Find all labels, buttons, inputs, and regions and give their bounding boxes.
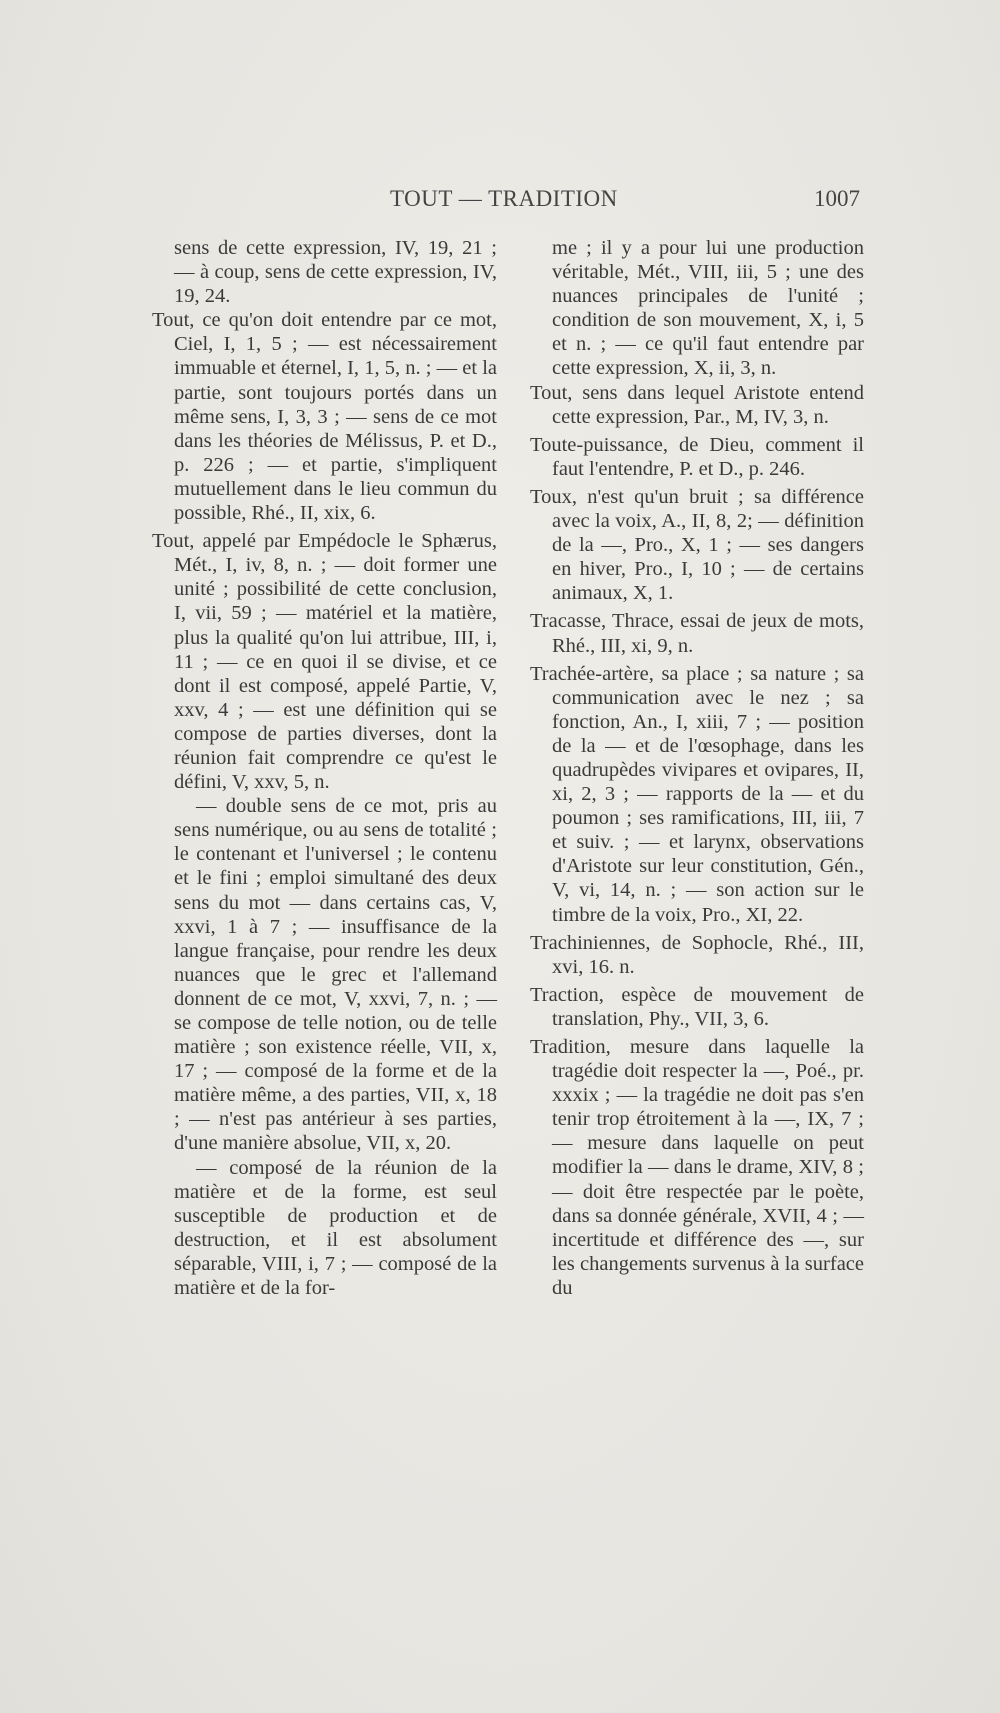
left-column [152, 236, 497, 1300]
index-entry-continued: me ; il y a pour lui une production véritable, Mét., VIII, iii, 5 ; une des nuances principales de l'unité ; condition de son mouvement, X, i, 5 et n. ; — ce qu'il faut entendre par cette expression, X, ii, 3, n. [552, 237, 864, 380]
right-column [530, 236, 864, 1300]
index-entry-tout-1: Tout, ce qu'on doit entendre par ce mot, Ciel, I, 1, 5 ; — est nécessairement immuable et éternel, I, 1, 5, n. ; — et la partie, sont toujours portés dans un même sens, I, 3, 3 ; — sens de ce mot dans les théories de Mélissus, P. et D., p. 226 ; — et partie, s'impliquent mutuellement dans le lieu commun du possible, Rhé., II, xix, 6. [152, 309, 497, 525]
index-entry-tracasse: Tracasse, Thrace, essai de jeux de mots, Rhé., III, xi, 9, n. [530, 610, 864, 657]
index-entry-tout-2-cont-a: — double sens de ce mot, pris au sens numérique, ou au sens de totalité ; le contenant et l'universel ; le contenu et le fini ; emploi simultané des deux sens du mot — dans certains cas, V, xxvi, 1 à 7 ; — insuffisance de la langue française, pour rendre les deux nuances que le grec et l'allemand donnent de ce mot, V, xxvi, 7, n. ; — se compose de telle notion, ou de telle matière ; son existence réelle, VII, x, 17 ; — composé de la forme et de la matière même, a des parties, VII, x, 18 ; — n'est pas antérieur à ses parties, d'une manière absolue, VII, x, 20. [174, 795, 497, 1155]
index-entry-tradition: Tradition, mesure dans laquelle la tragédie doit respecter la —, Poé., pr. xxxix ; — la tragédie ne doit pas s'en tenir trop étroitement à la —, IX, 7 ; — mesure dans laquelle on peut modifier la — dans le drame, XIV, 8 ; — doit être respectée par le poète, dans sa donnée générale, XVII, 4 ; — incertitude et différence des —, sur les changements survenus à la surface du [530, 1036, 864, 1299]
index-entry-tout-3: Tout, sens dans lequel Aristote entend cette expression, Par., M, IV, 3, n. [530, 381, 864, 428]
index-entry-trachee-artere: Trachée-artère, sa place ; sa nature ; sa communication avec le nez ; sa fonction, An., I, xiii, 7 ; — position de la — et de l'œsophage, dans les quadrupèdes vivipares et ovipares, II, xi, 2, 3 ; — rapports de la — et du poumon ; ses ramifications, III, iii, 7 et suiv. ; — et larynx, observations d'Aristote sur leur constitution, Gén., V, vi, 14, n. ; — son action sur le timbre de la voix, Pro., XI, 22. [530, 662, 864, 926]
page-number: 1007 [814, 186, 860, 211]
index-entry-tout-2-cont-b: — composé de la réunion de la matière et de la forme, est seul susceptible de production et de destruction, et il est absolument séparable, VIII, i, 7 ; — composé de la matière et de la for- [174, 1156, 497, 1300]
index-entry-traction: Traction, espèce de mouvement de translation, Phy., VII, 3, 6. [530, 983, 864, 1030]
index-entry-tout-2: Tout, appelé par Empédocle le Sphærus, Mét., I, iv, 8, n. ; — doit former une unité ; possibilité de cette conclusion, I, vii, 59 ; — matériel et la matière, plus la qualité qu'on lui attribue, III, i, 11 ; — ce en quoi il se divise, et ce dont il est composé, appelé Partie, V, xxv, 4 ; — est une définition qui se compose de parties diverses, dont la réunion fait comprendre ce qu'est le défini, V, xxv, 5, n. [152, 530, 497, 794]
index-entry-toux: Toux, n'est qu'un bruit ; sa différence avec la voix, A., II, 8, 2; — définition de la —, Pro., X, 1 ; — ses dangers en hiver, Pro., I, 10 ; — de certains animaux, X, 1. [530, 485, 864, 605]
running-title: TOUT — TRADITION [390, 186, 618, 211]
index-entry-continued: sens de cette expression, IV, 19, 21 ; — à coup, sens de cette expression, IV, 19, 24. [174, 237, 497, 308]
index-entry-toute-puissance: Toute-puissance, de Dieu, comment il faut l'entendre, P. et D., p. 246. [530, 433, 864, 480]
index-entry-trachiniennes: Trachiniennes, de Sophocle, Rhé., III, xvi, 16. n. [530, 931, 864, 978]
